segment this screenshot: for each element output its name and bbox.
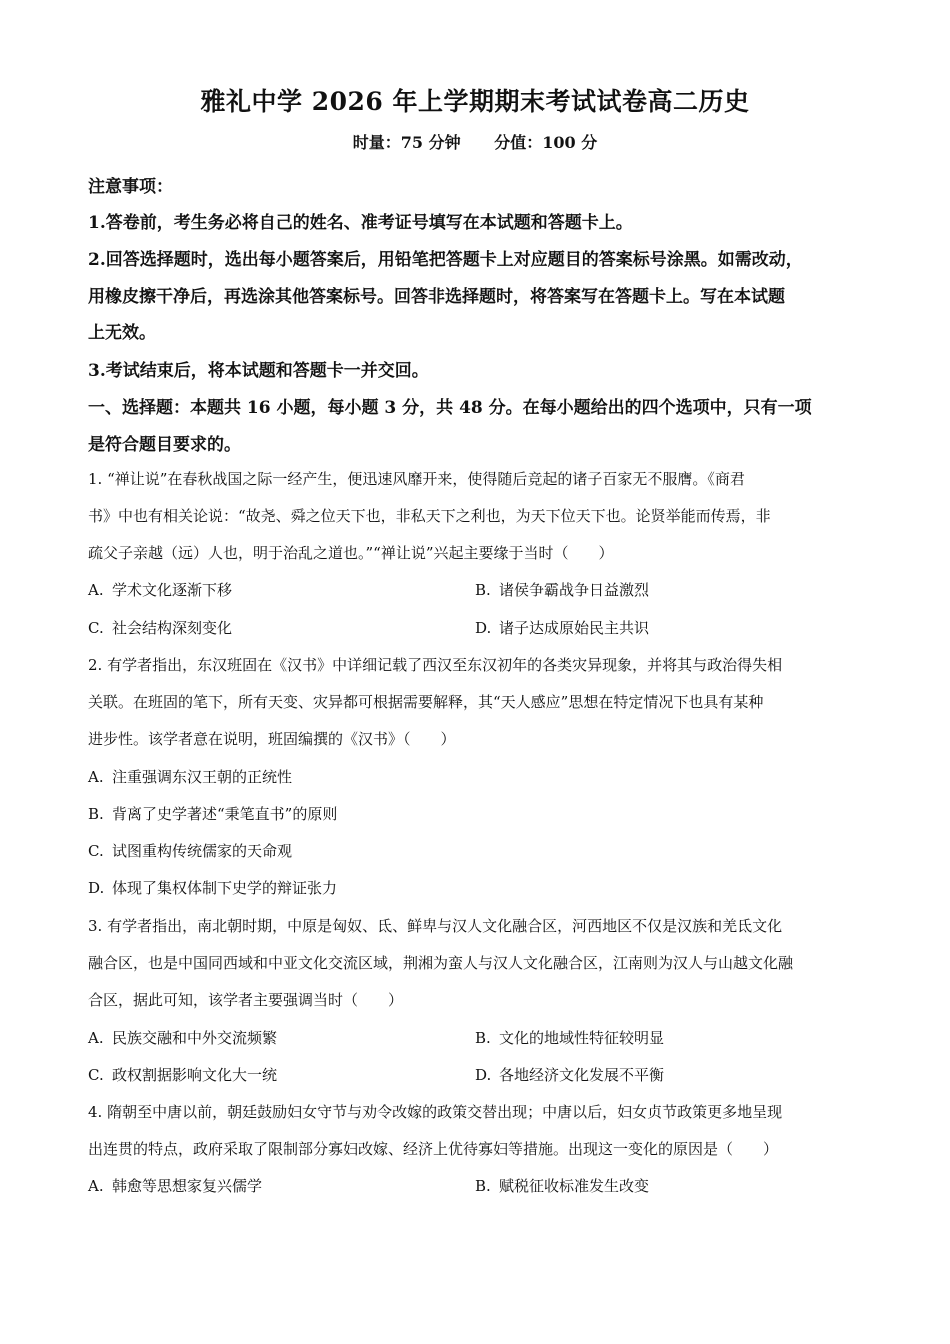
option-text: 体现了集权体制下史学的辩证张力 <box>112 879 338 897</box>
question-1-stem-line: 疏父子亲越（远）人也，明于治乱之道也。”“禅让说”兴起主要缘于当时（ ） <box>88 544 614 562</box>
question-2-option-d <box>88 877 337 898</box>
question-3-stem-line: 合区，据此可知，该学者主要强调当时（ ） <box>88 991 404 1009</box>
option-text: 背离了史学著述“秉笔直书”的原则 <box>112 805 338 823</box>
question-2-option-a <box>88 766 292 787</box>
question-1-stem-line: 书》中也有相关论说：“故尧、舜之位天下也，非私天下之利也，为天下位天下也。论贤举能而传焉，非 <box>88 507 771 525</box>
question-3-option-b <box>475 1027 664 1048</box>
option-letter: A. <box>88 768 104 786</box>
option-text: 诸子达成原始民主共识 <box>499 619 650 637</box>
note-item-1: 1.答卷前，考生务必将自己的姓名、准考证号填写在本试题和答题卡上。 <box>88 213 633 233</box>
exam-duration: 时量：75 分钟 <box>352 133 461 152</box>
question-1-option-d <box>475 617 649 638</box>
option-text: 注重强调东汉王朝的正统性 <box>112 768 293 786</box>
option-letter: C. <box>88 842 104 860</box>
question-3-option-d <box>475 1064 664 1085</box>
exam-meta <box>0 130 950 153</box>
option-text: 民族交融和中外交流频繁 <box>112 1029 278 1047</box>
option-text: 试图重构传统儒家的天命观 <box>112 842 293 860</box>
option-letter: D. <box>475 619 492 637</box>
option-letter: B. <box>88 805 104 823</box>
option-text: 政权割据影响文化大一统 <box>112 1066 278 1084</box>
question-3-stem-line: 3. 有学者指出，南北朝时期，中原是匈奴、氐、鲜卑与汉人文化融合区，河西地区不仅是汉族和羌氐文化 <box>88 917 783 935</box>
note-item-3: 3.考试结束后，将本试题和答题卡一并交回。 <box>88 361 429 381</box>
question-2-stem-line: 关联。在班固的笔下，所有天变、灾异都可根据需要解释，其“天人感应”思想在特定情况下也具有某种 <box>88 693 764 711</box>
note-item-2-line-1: 2.回答选择题时，选出每小题答案后，用铅笔把答题卡上对应题目的答案标号涂黑。如需改动， <box>88 250 803 270</box>
question-2-stem-line: 2. 有学者指出，东汉班固在《汉书》中详细记载了西汉至东汉初年的各类灾异现象，并将其与政治得失相 <box>88 656 783 674</box>
option-text: 文化的地域性特征较明显 <box>499 1029 665 1047</box>
section-heading-line-1: 一、选择题：本题共 16 小题，每小题 3 分，共 48 分。在每小题给出的四个选项中，只有一项 <box>88 398 812 418</box>
option-text: 韩愈等思想家复兴儒学 <box>112 1177 263 1195</box>
question-3-option-c <box>88 1064 277 1085</box>
option-letter: B. <box>475 1029 491 1047</box>
note-item-2-line-2: 用橡皮擦干净后，再选涂其他答案标号。回答非选择题时，将答案写在答题卡上。写在本试题 <box>88 287 785 307</box>
question-4-option-b <box>475 1175 649 1196</box>
option-text: 诸侯争霸战争日益激烈 <box>499 581 650 599</box>
option-letter: B. <box>475 581 491 599</box>
option-letter: A. <box>88 581 104 599</box>
question-4-option-a <box>88 1175 262 1196</box>
notes-heading: 注意事项： <box>88 177 173 197</box>
question-1-option-c <box>88 617 232 638</box>
option-letter: A. <box>88 1029 104 1047</box>
question-1-option-b <box>475 579 649 600</box>
question-1-option-a <box>88 579 232 600</box>
question-4-stem-line: 出连贯的特点，政府采取了限制部分寡妇改嫁、经济上优待寡妇等措施。出现这一变化的原因是（ ） <box>88 1140 779 1158</box>
option-letter: D. <box>475 1066 492 1084</box>
question-2-stem-line: 进步性。该学者意在说明，班固编撰的《汉书》（ ） <box>88 730 456 748</box>
option-text: 赋税征收标准发生改变 <box>499 1177 650 1195</box>
option-letter: A. <box>88 1177 104 1195</box>
option-text: 学术文化逐渐下移 <box>112 581 233 599</box>
question-4-stem-line: 4. 隋朝至中唐以前，朝廷鼓励妇女守节与劝令改嫁的政策交替出现；中唐以后，妇女贞节政策更多地呈现 <box>88 1103 783 1121</box>
option-letter: C. <box>88 619 104 637</box>
exam-score: 分值：100 分 <box>494 133 598 152</box>
question-3-option-a <box>88 1027 277 1048</box>
question-3-stem-line: 融合区，也是中国同西域和中亚文化交流区域，荆湘为蛮人与汉人文化融合区，江南则为汉人与山越文化融 <box>88 954 794 972</box>
option-letter: D. <box>88 879 105 897</box>
exam-title: 雅礼中学 2026 年上学期期末考试试卷高二历史 <box>200 87 750 116</box>
option-letter: C. <box>88 1066 104 1084</box>
section-heading-line-2: 是符合题目要求的。 <box>88 435 241 455</box>
question-2-option-c <box>88 840 292 861</box>
option-letter: B. <box>475 1177 491 1195</box>
option-text: 社会结构深刻变化 <box>112 619 233 637</box>
option-text: 各地经济文化发展不平衡 <box>499 1066 665 1084</box>
question-2-option-b <box>88 803 337 824</box>
note-item-2-line-3: 上无效。 <box>88 323 156 343</box>
question-1-stem-line: 1. “禅让说”在春秋战国之际一经产生，便迅速风靡开来，使得随后竞起的诸子百家无不服膺。《商君 <box>88 470 745 488</box>
